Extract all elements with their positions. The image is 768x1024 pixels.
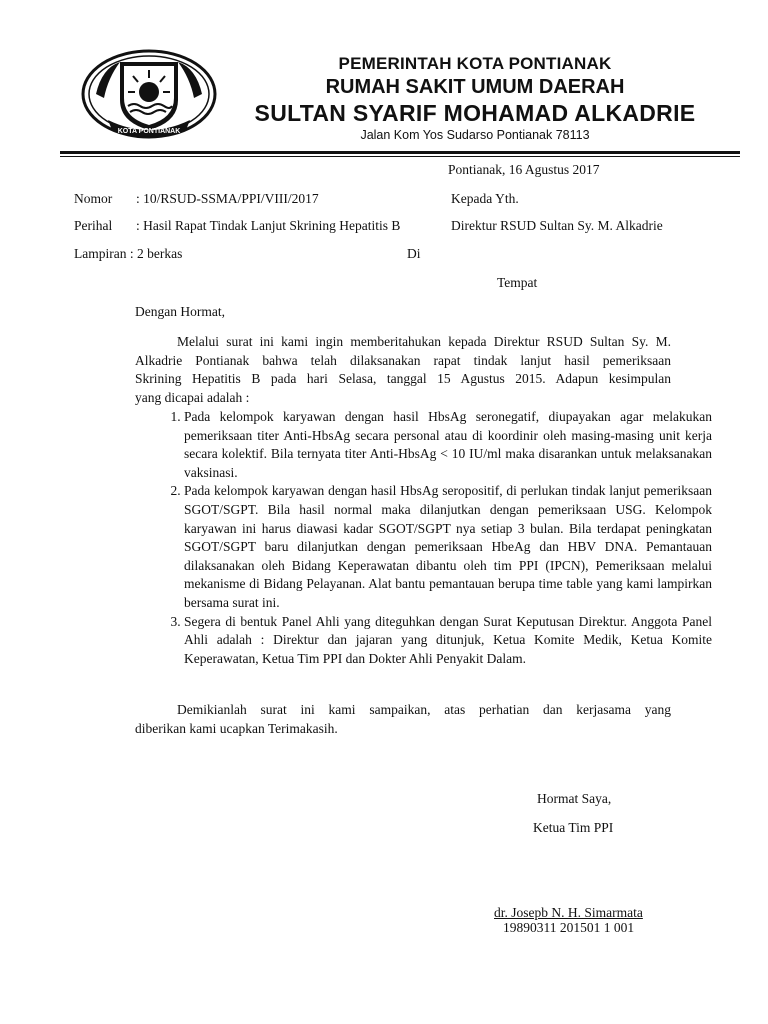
government-name: PEMERINTAH KOTA PONTIANAK [338, 54, 612, 73]
nomor-label: Nomor [74, 191, 113, 206]
recipient-di: Di [407, 246, 421, 261]
letterhead-rule-thick [60, 151, 740, 154]
signatory-name: dr. Josepb N. H. Simarmata [494, 905, 643, 920]
perihal-value: : Hasil Rapat Tindak Lanjut Skrining Hepatitis B [136, 218, 401, 233]
recipient-name: Direktur RSUD Sultan Sy. M. Alkadrie [451, 218, 663, 233]
closing-line: Demikianlah surat ini kami sampaikan, atas perhatian dan kerjasama yang [177, 702, 671, 717]
closing-paragraph [135, 701, 671, 738]
logo-ribbon-text: KOTA PONTIANAK [117, 128, 181, 135]
letterhead-rule-thin [60, 156, 740, 157]
hospital-address: Jalan Kom Yos Sudarso Pontianak 78113 [360, 128, 590, 142]
list-item: 1. Pada kelompok karyawan dengan hasil HbsAg seronegatif, diupayakan agar melakukan pemeriksaan titer Anti-HbsAg secara personal atau di koordinir oleh masing-masing unit kerja secara kolektif. Bila ternyata titer Anti-HbsAg < 10 IU/ml maka disarankan untuk melaksanakan vaksinasi. [184, 408, 712, 482]
list-item: 3. Segera di bentuk Panel Ahli yang diteguhkan dengan Surat Keputusan Direktur. Anggota Panel Ahli adalah : Direktur dan jajaran yang ditunjuk, Ketua Komite Medik, Ketua Komite Keperawatan, Ketua Tim PPI dan Dokter Ahli Penyakit Dalam. [184, 613, 712, 669]
conclusion-list [142, 408, 712, 668]
signature-role: Ketua Tim PPI [533, 820, 614, 835]
intro-line: Skrining Hepatitis B pada hari Selasa, tanggal 15 Agustus 2015. Adapun kesimpulan [135, 371, 671, 387]
intro-line: Melalui surat ini kami ingin memberitahukan kepada Direktur RSUD Sultan Sy. M. [177, 334, 671, 349]
intro-paragraph [135, 333, 671, 407]
signatory-nip: 19890311 201501 1 001 [503, 920, 635, 935]
recipient-greeting: Kepada Yth. [451, 191, 519, 206]
city-emblem-logo [80, 48, 218, 140]
salutation: Dengan Hormat, [135, 304, 225, 319]
hospital-type: RUMAH SAKIT UMUM DAERAH [325, 76, 625, 98]
letter-date: Pontianak, 16 Agustus 2017 [448, 162, 600, 177]
perihal-label: Perihal [74, 218, 113, 233]
nomor-value: : 10/RSUD-SSMA/PPI/VIII/2017 [136, 191, 319, 206]
closing-line: diberikan kami ucapkan Terimakasih. [135, 720, 338, 736]
intro-line: yang dicapai adalah : [135, 389, 250, 405]
hospital-name: SULTAN SYARIF MOHAMAD ALKADRIE [254, 100, 696, 126]
signature-greeting: Hormat Saya, [537, 791, 612, 806]
recipient-place: Tempat [497, 275, 538, 290]
lampiran: Lampiran : 2 berkas [74, 246, 183, 261]
intro-line: Alkadrie Pontianak bahwa telah dilaksanakan rapat tindak lanjut hasil pemeriksaan [135, 352, 671, 368]
list-item: 2. Pada kelompok karyawan dengan hasil HbsAg seropositif, di perlukan tindak lanjut pemeriksaan SGOT/SGPT. Bila hasil normal maka dilanjutkan dengan pemeriksaan USG. Kelompok karyawan ini harus diawasi kadar SGOT/SGPT nya setiap 3 bulan. Bila terdapat peningkatan SGOT/SGPT baru dilanjutkan dengan pemeriksaan HbeAg dan HBV DNA. Pemantauan dilaksanakan oleh Bidang Keperawatan dibantu oleh tim PPI (IPCN), Pemeriksaan melalui mekanisme di Bidang Pelayanan. Alat bantu pemantauan berupa time table yang kami lampirkan bersama surat ini. [184, 482, 712, 612]
